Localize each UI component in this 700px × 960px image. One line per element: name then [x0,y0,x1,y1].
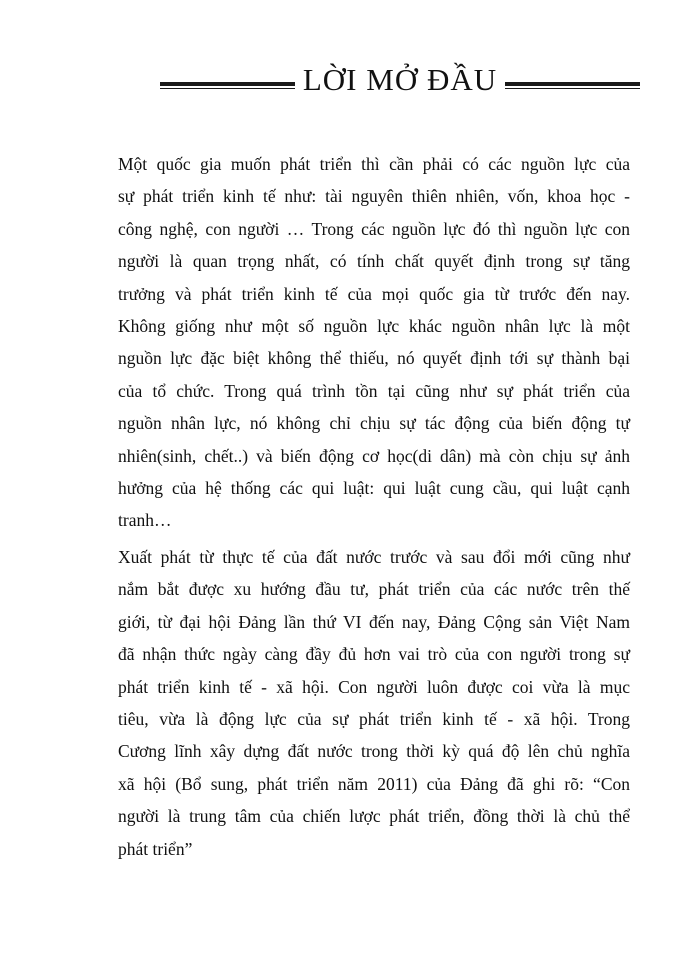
text-line: xã hội (Bổ sung, phát triển năm 2011) của Đảng đã ghi rõ: “Con [118,773,630,794]
text-line: người là quan trọng nhất, có tính chất quyết định trong sự tăng [118,251,630,272]
text-line: nguồn lực đặc biệt không thể thiếu, nó quyết định tới sự thành bại [118,348,630,369]
text-line: Cương lĩnh xây dựng đất nước trong thời kỳ quá độ lên chủ nghĩa [118,741,630,762]
text-line: Một quốc gia muốn phát triển thì cần phải có các nguồn lực của [118,154,630,174]
text-line: công nghệ, con người … Trong các nguồn lực đó thì nguồn lực con [118,218,630,239]
right-double-rule [505,82,640,89]
paragraph-1 [118,148,630,537]
text-line: nhiên(sinh, chết..) và biến động cơ học(di dân) mà còn chịu sự ảnh [118,445,630,466]
text-line: giới, từ đại hội Đảng lần thứ VI đến nay, Đảng Cộng sản Việt Nam [118,611,630,632]
page-title: LỜI MỞ ĐẦU [302,62,498,97]
text-line: trưởng và phát triển kinh tế của mọi quốc gia từ trước đến nay. [118,283,630,304]
text-line: tiêu, vừa là động lực của sự phát triển kinh tế - xã hội. Trong [118,709,630,730]
paragraph-2 [118,541,630,865]
text-line: của tổ chức. Trong quá trình tồn tại cũng như sự phát triển của [118,380,630,401]
text-line: sự phát triển kinh tế như: tài nguyên thiên nhiên, vốn, khoa học - [118,186,630,207]
text-line: nắm bắt được xu hướng đầu tư, phát triển của các nước trên thế [118,579,630,600]
heading-block [160,60,640,110]
text-line: tranh… [118,510,172,531]
text-line: nguồn nhân lực, nó không chỉ chịu sự tác động của biến động tự [118,413,630,434]
text-line: Xuất phát từ thực tế của đất nước trước và sau đổi mới cũng như [118,547,630,567]
text-line: hưởng của hệ thống các qui luật: qui luật cung cầu, qui luật cạnh [118,478,630,499]
text-line: phát triển” [118,838,193,859]
text-line: phát triển kinh tế - xã hội. Con người luôn được coi vừa là mục [118,676,630,697]
left-double-rule [160,82,295,89]
text-line: đã nhận thức ngày càng đầy đủ hơn vai trò của con người trong sự [118,644,630,665]
text-line: Không giống như một số nguồn lực khác nguồn nhân lực là một [118,316,630,337]
text-line: người là trung tâm của chiến lược phát triển, đồng thời là chủ thể [118,806,630,827]
